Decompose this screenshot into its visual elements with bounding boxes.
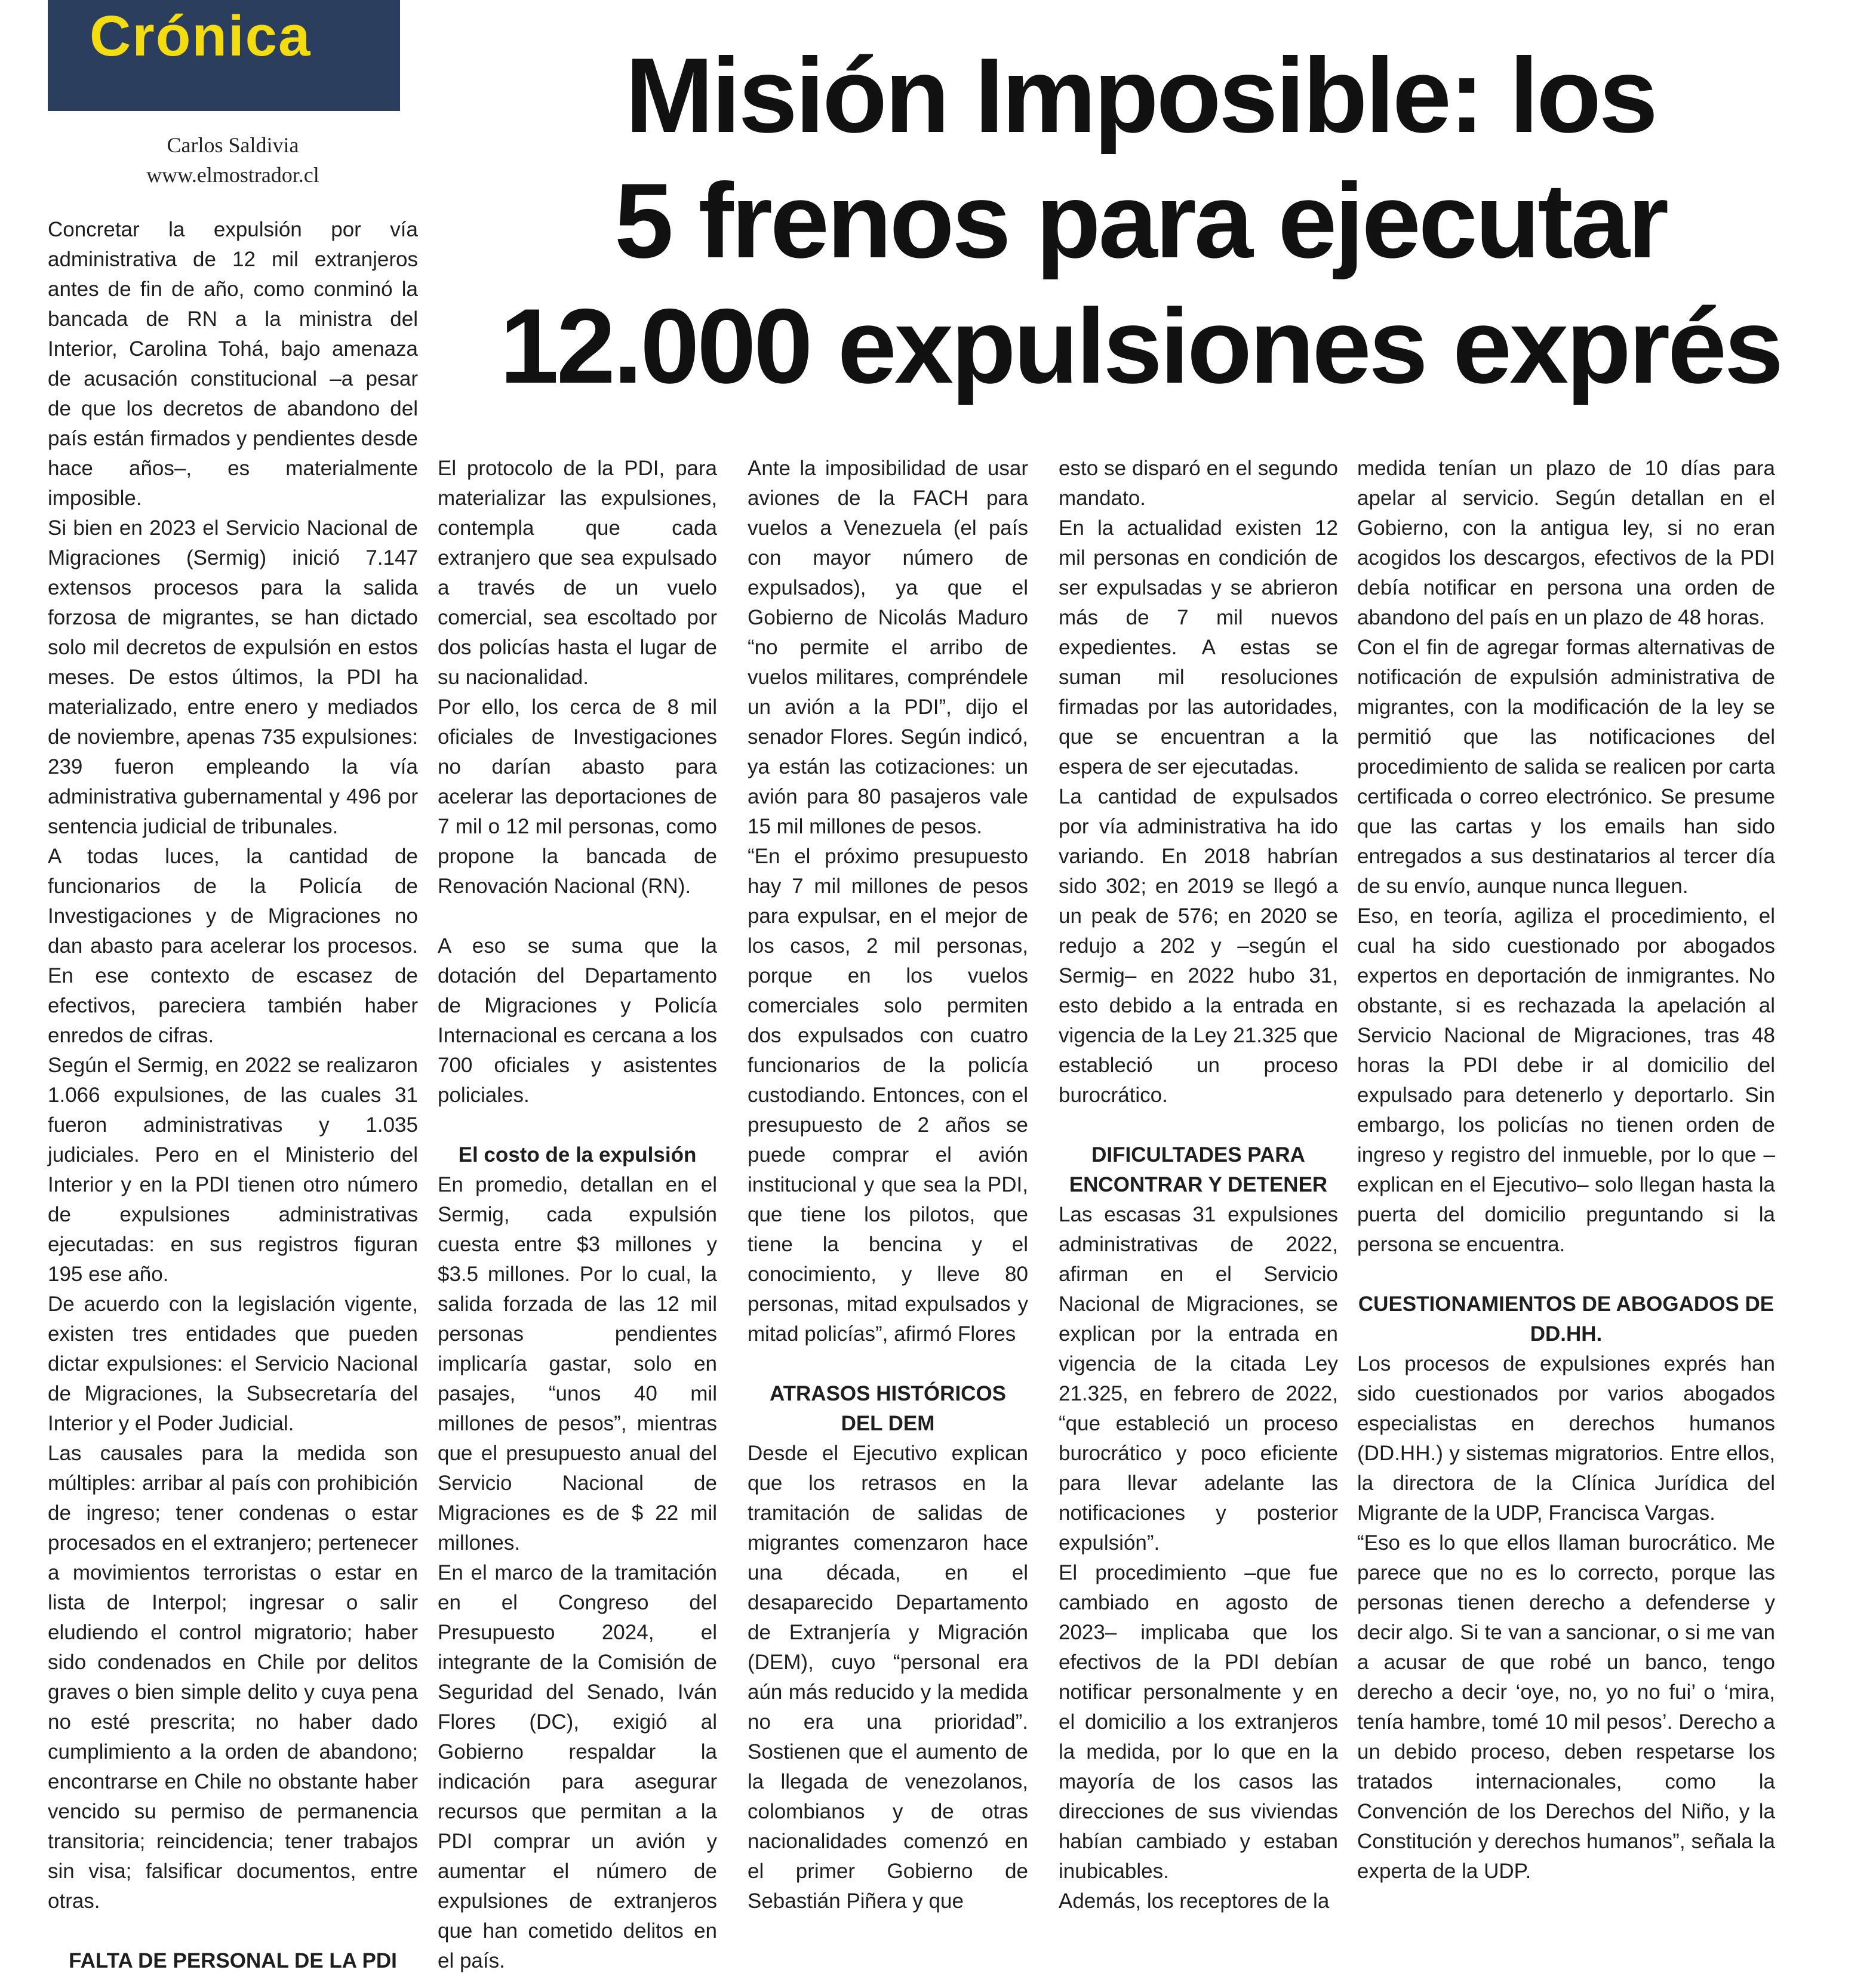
paragraph: A todas luces, la cantidad de funcionarios de la Policía de Investigaciones y de Migraciones no dan abasto para acelerar los procesos. En ese contexto de escasez de efectivos, pareciera también haber enredos de cifras. — [48, 845, 418, 1047]
subheading: El costo de la expulsión — [458, 1143, 697, 1166]
headline — [418, 33, 1863, 409]
subheading: FALTA DE PERSONAL DE LA PDI — [69, 1949, 397, 1972]
paragraph: La cantidad de expulsados por vía administrativa ha ido variando. En 2018 habrían sido 302; en 2019 se llegó a un peak de 576; en 2020 se redujo a 202 y –según el Sermig– en 2022 hubo 31, esto debido a la entrada en vigencia de la Ley 21.325 que estableció un proceso burocrático. — [1059, 785, 1338, 1107]
paragraph: “Eso es lo que ellos llaman burocrático. Me parece que no es lo correcto, porque las personas tienen derecho a defenderse y decir algo. Si te van a sancionar, o si me van a acusar de que robé un banco, tengo derecho a decir ‘oye, no, yo no fui’ o ‘mira, tenía hambre, tomé 10 mil pesos’. Derecho a un debido proceso, deben respetarse los tratados internacionales, como la Convención de los Derechos del Niño, y la Constitución y derechos humanos”, señala la experta de la UDP. — [1357, 1531, 1775, 1883]
headline-line-2: 5 frenos para ejecutar — [614, 161, 1667, 280]
paragraph: Ante la imposibilidad de usar aviones de la FACH para vuelos a Venezuela (el país con mayor número de expulsados), ya que el Gobierno de Nicolás Maduro “no permite el arribo de vuelos militares, compréndele un avión a la PDI”, dijo el senador Flores. Según indicó, ya están las cotizaciones: un avión para 80 pasajeros vale 15 mil millones de pesos. — [748, 457, 1028, 838]
paragraph: Concretar la expulsión por vía administrativa de 12 mil extranjeros antes de fin de año, como conminó la bancada de RN a la ministra del Interior, Carolina Tohá, bajo amenaza de acusación constitucional –a pesar de que los decretos de abandono del país están firmados y pendientes desde hace años–, es materialmente imposible. — [48, 218, 418, 510]
paragraph: A eso se suma que la dotación del Departamento de Migraciones y Policía Internacional es cercana a los 700 oficiales y asistentes policiales. — [438, 934, 717, 1107]
paragraph: Según el Sermig, en 2022 se realizaron 1.066 expulsiones, de las cuales 31 fueron administrativas y 1.035 judiciales. Pero en el Ministerio del Interior y en la PDI tienen otro número de expulsiones administrativas ejecutadas: en sus registros figuran 195 ese año. — [48, 1054, 418, 1286]
paragraph: El procedimiento –que fue cambiado en agosto de 2023– implicaba que los efectivos de la PDI debían notificar personalmente y en el domicilio a los extranjeros la medida, por lo que en la mayoría de los casos las direcciones de sus viviendas habían cambiado y estaban inubicables. — [1059, 1561, 1338, 1883]
subheading: CUESTIONAMIENTOS DE ABOGADOS DE DD.HH. — [1358, 1292, 1774, 1346]
article-column-3 — [748, 454, 1028, 1916]
paragraph: En la actualidad existen 12 mil personas en condición de ser expulsadas y se abrieron más de 7 mil nuevos expedientes. A estas se suman mil resoluciones firmadas por las autoridades, que se encuentran a la espera de ser ejecutadas. — [1059, 516, 1338, 778]
section-label: Crónica — [90, 4, 312, 68]
paragraph: medida tenían un plazo de 10 días para apelar al servicio. Según detallan en el Gobierno, con la antigua ley, si no eran acogidos los descargos, efectivos de la PDI debía notificar en persona una orden de abandono del país en un plazo de 48 horas. — [1357, 457, 1775, 629]
article-column-4 — [1059, 454, 1338, 1916]
paragraph: Con el fin de agregar formas alternativas de notificación de expulsión administrativa de migrantes, con la modificación de la ley se permitió que las notificaciones del procedimiento de salida se realicen por carta certificada o correo electrónico. Se presume que las cartas y los emails han sido entregados a sus destinatarios al tercer día de su envío, aunque nunca lleguen. — [1357, 636, 1775, 898]
headline-line-3: 12.000 expulsiones exprés — [499, 287, 1782, 405]
paragraph: Eso, en teoría, agiliza el procedimiento, el cual ha sido cuestionado por abogados expertos en deportación de inmigrantes. No obstante, si es rechazada la apelación al Servicio Nacional de Migraciones, tras 48 horas la PDI debe ir al domicilio del expulsado para detenerlo y deportarlo. Sin embargo, los policías no tienen orden de ingreso y registro del inmueble, por lo que –explican en el Ejecutivo– solo llegan hasta la puerta del domicilio preguntando si la persona se encuentra. — [1357, 904, 1775, 1256]
paragraph: Los procesos de expulsiones exprés han sido cuestionados por varios abogados especialistas en derechos humanos (DD.HH.) y sistemas migratorios. Entre ellos, la directora de la Clínica Jurídica del Migrante de la UDP, Francisca Vargas. — [1357, 1352, 1775, 1525]
paragraph: En el marco de la tramitación en el Congreso del Presupuesto 2024, el integrante de la Comisión de Seguridad del Senado, Iván Flores (DC), exigió al Gobierno respaldar la indicación para asegurar recursos que permitan a la PDI comprar un avión y aumentar el número de expulsiones de extranjeros que han cometido delitos en el país. — [438, 1561, 717, 1972]
paragraph: Si bien en 2023 el Servicio Nacional de Migraciones (Sermig) inició 7.147 extensos procesos para la salida forzosa de migrantes, se han dictado solo mil decretos de expulsión en estos meses. De estos últimos, la PDI ha materializado, entre enero y mediados de noviembre, apenas 735 expulsiones: 239 fueron empleando la vía administrativa gubernamental y 496 por sentencia judicial de tribunales. — [48, 516, 418, 838]
subheading: ATRASOS HISTÓRICOS DEL DEM — [769, 1382, 1007, 1435]
paragraph: El protocolo de la PDI, para materializar las expulsiones, contempla que cada extranjero que sea expulsado a través de un vuelo comercial, sea escoltado por dos policías hasta el lugar de su nacionalidad. — [438, 457, 717, 689]
byline — [48, 130, 418, 190]
paragraph: Además, los receptores de la — [1059, 1889, 1330, 1913]
paragraph: De acuerdo con la legislación vigente, existen tres entidades que pueden dictar expulsiones: el Servicio Nacional de Migraciones, la Subsecretaría del Interior y el Poder Judicial. — [48, 1292, 418, 1435]
byline-source: www.elmostrador.cl — [146, 163, 319, 187]
article-column-5 — [1357, 454, 1775, 1886]
paragraph: esto se disparó en el segundo mandato. — [1059, 457, 1338, 510]
paragraph: En promedio, detallan en el Sermig, cada expulsión cuesta entre $3 millones y $3.5 millones. Por lo cual, la salida forzada de las 12 mil personas pendientes implicaría gastar, solo en pasajes, “unos 40 mil millones de pesos”, mientras que el presupuesto anual del Servicio Nacional de Migraciones es de $ 22 mil millones. — [438, 1173, 717, 1555]
subheading: DIFICULTADES PARA ENCONTRAR Y DETENER — [1069, 1143, 1328, 1196]
article-column-1 — [48, 215, 418, 1976]
paragraph: Las causales para la medida son múltiples: arribar al país con prohibición de ingreso; tener condenas o estar procesados en el extranjero; pertenecer a movimientos terroristas o estar en lista de Interpol; ingresar o salir eludiendo el control migratorio; haber sido condenados en Chile por delitos graves o bien simple delito y cuya pena no esté prescrita; no haber dado cumplimiento a la orden de abandono; encontrarse en Chile no obstante haber vencido su permiso de permanencia transitoria; reincidencia; tener trabajos sin visa; falsificar documentos, entre otras. — [48, 1442, 418, 1913]
paragraph: Desde el Ejecutivo explican que los retrasos en la tramitación de salidas de migrantes comenzaron hace una década, en el desaparecido Departamento de Extranjería y Migración (DEM), cuyo “personal era aún más reducido y la medida no era una prioridad”. Sostienen que el aumento de la llegada de venezolanos, colombianos y de otras nacionalidades comenzó en el primer Gobierno de Sebastián Piñera y que — [748, 1442, 1028, 1913]
byline-author: Carlos Saldivia — [167, 133, 299, 157]
paragraph: Por ello, los cerca de 8 mil oficiales de Investigaciones no darían abasto para acelerar las deportaciones de 7 mil o 12 mil personas, como propone la bancada de Renovación Nacional (RN). — [438, 695, 717, 898]
article-column-2 — [438, 454, 717, 1976]
paragraph: Las escasas 31 expulsiones administrativas de 2022, afirman en el Servicio Nacional de Migraciones, se explican por la entrada en vigencia de la citada Ley 21.325, en febrero de 2022, “que estableció un proceso burocrático y poco eficiente para llevar adelante las notificaciones y posterior expulsión”. — [1059, 1203, 1338, 1555]
headline-line-1: Misión Imposible: los — [625, 36, 1656, 155]
paragraph: “En el próximo presupuesto hay 7 mil millones de pesos para expulsar, en el mejor de los casos, 2 mil personas, porque en los vuelos comerciales solo permiten dos expulsados con cuatro funcionarios de la policía custodiando. Entonces, con el presupuesto de 2 años se puede comprar el avión institucional y que sea la PDI, que tiene los pilotos, que tiene la bencina y el conocimiento, y lleve 80 personas, mitad expulsados y mitad policías”, afirmó Flores — [748, 845, 1028, 1346]
